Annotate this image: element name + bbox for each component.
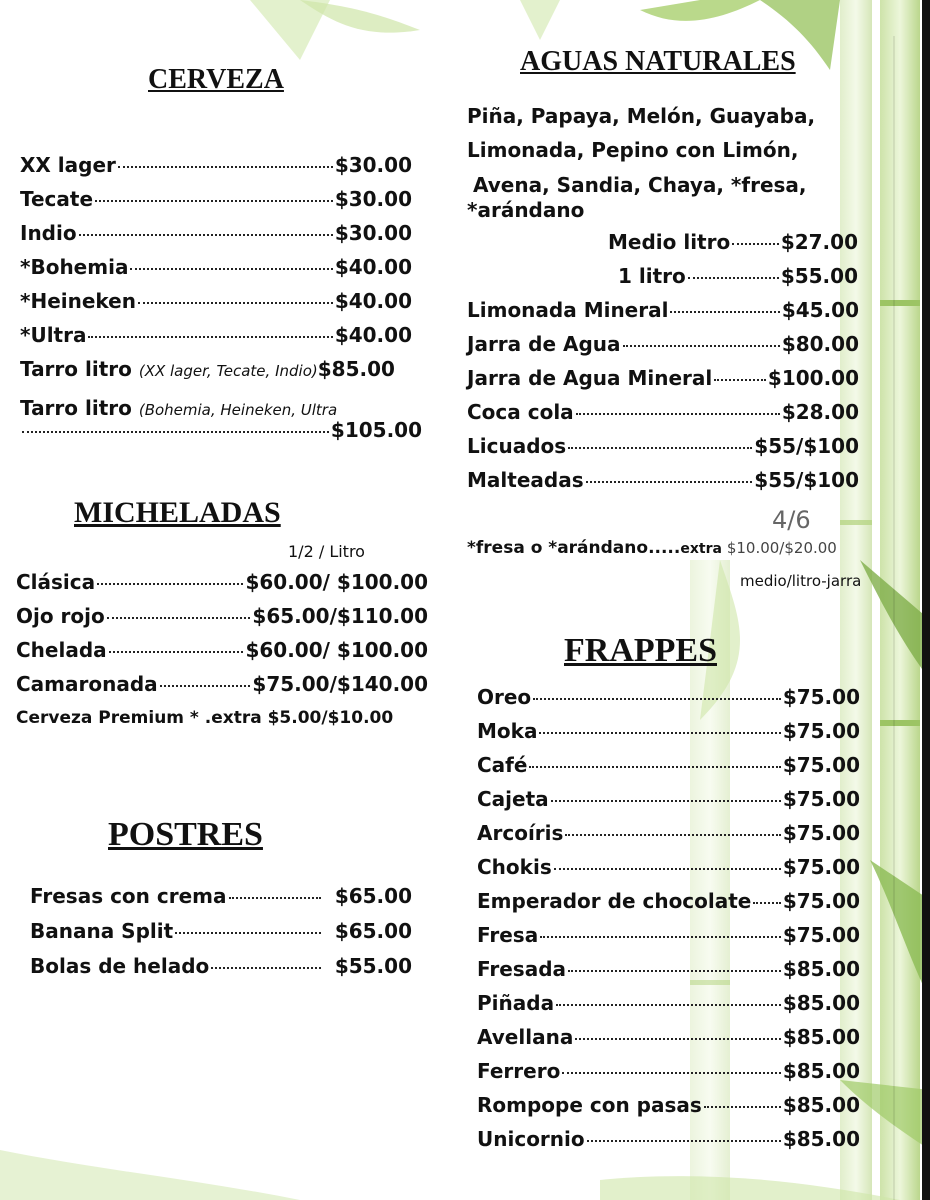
tarro-litro-row: Tarro litro (XX lager, Tecate, Indio) $85.00	[20, 357, 395, 381]
list-item: Malteadas $55/$100	[467, 468, 859, 492]
list-item: Ferrero $85.00	[477, 1059, 860, 1083]
frappes-title: FRAPPES	[564, 632, 717, 669]
list-item: Chelada $60.00/ $100.00	[16, 638, 428, 662]
list-item: Licuados $55/$100	[467, 434, 859, 458]
list-item: Fresas con crema $65.00	[30, 884, 412, 908]
list-item: Clásica $60.00/ $100.00	[16, 570, 428, 594]
micheladas-title: MICHELADAS	[74, 496, 281, 529]
fresa-extra-sizes: medio/litro-jarra	[740, 572, 862, 590]
tarro-premium-row: Tarro litro (Bohemia, Heineken, Ultra	[20, 396, 338, 420]
list-item: Coca cola $28.00	[467, 400, 859, 424]
postres-list	[30, 884, 412, 989]
list-item: Fresada $85.00	[477, 957, 860, 981]
list-item: *Ultra $40.00	[20, 323, 412, 347]
list-item: Jarra de Agua Mineral $100.00	[467, 366, 859, 390]
aguas-flavors-line: *arándano	[467, 198, 585, 222]
micheladas-list	[16, 570, 428, 706]
cerveza-title: CERVEZA	[148, 64, 284, 95]
edge-strip	[922, 0, 930, 1200]
aguas-flavors-line: Limonada, Pepino con Limón,	[467, 138, 799, 162]
tarro-premium-price-row: $105.00	[20, 418, 422, 442]
list-item: Camaronada $75.00/$140.00	[16, 672, 428, 696]
list-item: Café $75.00	[477, 753, 860, 777]
aguas-flavors-line: Piña, Papaya, Melón, Guayaba,	[467, 104, 816, 128]
frappes-list	[477, 685, 860, 1161]
aguas-title: AGUAS NATURALES	[520, 46, 796, 77]
aguas-list	[467, 298, 859, 502]
postres-title: POSTRES	[108, 816, 263, 853]
micheladas-sizes: 1/2 / Litro	[288, 542, 365, 561]
list-item: Fresa $75.00	[477, 923, 860, 947]
list-item: Piñada $85.00	[477, 991, 860, 1015]
list-item: Moka $75.00	[477, 719, 860, 743]
list-item: Medio litro $27.00	[608, 230, 858, 254]
list-item: *Bohemia $40.00	[20, 255, 412, 279]
list-item: Rompope con pasas $85.00	[477, 1093, 860, 1117]
list-item: Tecate $30.00	[20, 187, 412, 211]
list-item: Oreo $75.00	[477, 685, 860, 709]
list-item: Chokis $75.00	[477, 855, 860, 879]
list-item: Ojo rojo $65.00/$110.00	[16, 604, 428, 628]
list-item: *Heineken $40.00	[20, 289, 412, 313]
list-item: Limonada Mineral $45.00	[467, 298, 859, 322]
aguas-flavors-line: Avena, Sandia, Chaya, *fresa,	[473, 173, 807, 197]
list-item: Arcoíris $75.00	[477, 821, 860, 845]
list-item: XX lager $30.00	[20, 153, 412, 177]
list-item: Emperador de chocolate $75.00	[477, 889, 860, 913]
list-item: Bolas de helado $55.00	[30, 954, 412, 978]
page-indicator: 4/6	[772, 506, 811, 534]
list-item: Indio $30.00	[20, 221, 412, 245]
list-item: Unicornio $85.00	[477, 1127, 860, 1151]
list-item: Banana Split $65.00	[30, 919, 412, 943]
premium-note: Cerveza Premium * .extra $5.00/$10.00	[16, 708, 394, 728]
list-item: Avellana $85.00	[477, 1025, 860, 1049]
list-item: Jarra de Agua $80.00	[467, 332, 859, 356]
card-edge	[893, 36, 895, 1200]
list-item: 1 litro $55.00	[618, 264, 858, 288]
cerveza-list	[20, 153, 412, 391]
fresa-extra-note: *fresa o *arándano.....extra $10.00/$20.00	[467, 538, 837, 558]
list-item: Cajeta $75.00	[477, 787, 860, 811]
